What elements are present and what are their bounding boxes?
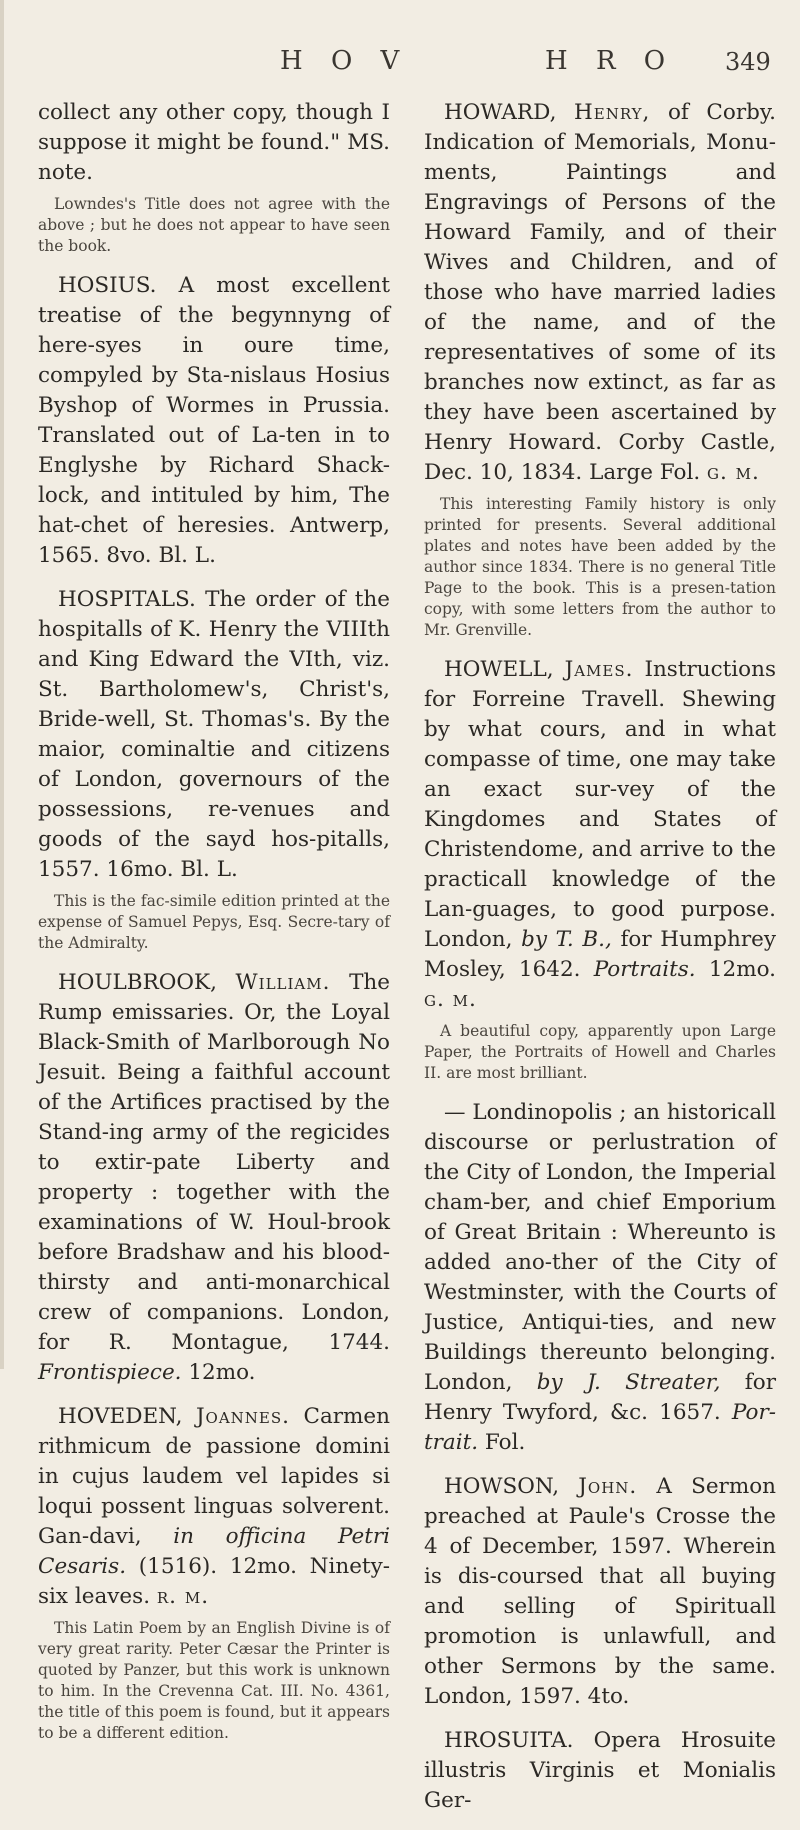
entry-houlbrook	[38, 968, 390, 1388]
entry-description: A Sermon preached at Paule's Crosse the 4 of December, 1597. Wherein is dis-coursed that all buying and selling of Spirituall promotion is unlawfull, and other Sermons by the same. London, 1597. 4to.	[424, 1474, 776, 1709]
page-number: 349	[725, 48, 771, 76]
entry-headword: HOVEDEN,	[58, 1404, 183, 1429]
entry-text	[38, 1402, 390, 1612]
entry-initials: g. m.	[424, 987, 477, 1012]
entry-headword: HOULBROOK,	[58, 970, 217, 995]
entry-text	[38, 968, 390, 1388]
entry-initials: g. m.	[707, 460, 760, 485]
entry-italic: Portraits.	[593, 957, 696, 982]
entry-initials: r. m.	[156, 1584, 210, 1609]
entry-note: This is the fac-simile edition printed at the expense of Samuel Pepys, Esq. Secre-tary of the Admiralty.	[38, 892, 390, 952]
entry-headword: HOSPITALS.	[58, 587, 196, 612]
entry-text	[424, 1472, 776, 1712]
entry-continuation	[38, 98, 390, 257]
entry-format: Fol.	[478, 1430, 526, 1455]
entry-forename: John.	[578, 1474, 638, 1499]
entry-italic: in officina Petri Cesaris.	[38, 1524, 390, 1579]
entry-howard	[424, 98, 776, 641]
entry-forename: James.	[564, 657, 634, 682]
entry-description: Carmen rithmicum de passione domini in cujus laudem vel lapides si loqui possent linguas solverent. Gan-davi,	[38, 1404, 390, 1549]
entry-forename: Joannes.	[195, 1404, 290, 1429]
entry-headword: HOWARD,	[444, 100, 557, 125]
entry-text	[38, 271, 390, 571]
entry-text	[424, 98, 776, 488]
entry-note: This Latin Poem by an English Divine is of very great rarity. Peter Cæsar the Printer is quoted by Panzer, but this work is unknown to him. In the Crevenna Cat. III. No. 4361, the title of this poem is found, but it appears to be a different edition.	[38, 1619, 390, 1742]
entry-headword: HROSUITA.	[444, 1728, 574, 1753]
entry-description: A most excellent treatise of the begynnyng of here-syes in oure time, compyled by Sta-nislaus Hosius Byshop of Wormes in Prussia. Translated out of La-ten in to Englyshe by Richard Shack-lock, and intituled by him, The hat-chet of heresies. Antwerp, 1565. 8vo. Bl. L.	[38, 273, 390, 568]
entry-format: 12mo.	[181, 1360, 256, 1385]
entry-howell	[424, 655, 776, 1084]
entry-italic: Por-trait.	[424, 1400, 776, 1455]
page-edge	[0, 0, 4, 1369]
entry-italic: by J. Streater,	[536, 1370, 721, 1395]
entry-hospitals	[38, 585, 390, 954]
entry-text	[424, 1726, 776, 1816]
header-right-catchword: H R O	[545, 46, 676, 76]
entry-italic: by T. B.,	[521, 927, 612, 952]
entry-note: A beautiful copy, apparently upon Large Paper, the Portraits of Howell and Charles II. are most brilliant.	[424, 1022, 776, 1082]
entry-hoveden	[38, 1402, 390, 1744]
entry-format: (1516). 12mo. Ninety-six leaves.	[38, 1554, 390, 1609]
entry-note: Lowndes's Title does not agree with the above ; but he does not appear to have seen the book.	[38, 195, 390, 255]
entry-description: The order of the hospitalls of K. Henry the VIIIth and King Edward the VIth, viz. St. Bartholomew's, Christ's, Bride-well, St. Thomas's. By the maior, cominaltie and citizens of London, governours of the possessions, re-venues and goods of the sayd hos-pitalls, 1557. 16mo. Bl. L.	[38, 587, 390, 882]
entry-description: — Londinopolis ; an historicall discourse or perlustration of the City of London, the Imperial cham-ber, and chief Emporium of Great Britain : Whereunto is added ano-ther of the City of Westminster, with the Courts of Justice, Antiqui-ties, and new Buildings thereunto belonging. London,	[424, 1100, 776, 1395]
entry-text	[424, 655, 776, 1015]
entry-description: Instructions for Forreine Travell. Shewing by what cours, and in what compasse of time, one may take an exact sur-vey of the Kingdomes and States of Christendome, and arrive to the practicall knowledge of the Lan-guages, to good purpose. London,	[424, 657, 776, 952]
entry-headword: HOSIUS.	[58, 273, 157, 298]
entry-text	[38, 585, 390, 885]
entry-format: 12mo.	[695, 957, 777, 982]
header-left-catchword: H O V	[280, 46, 410, 76]
entry-headword: HOWSON,	[444, 1474, 560, 1499]
entry-description: Opera Hrosuite illustris Virginis et Monialis Ger-	[424, 1728, 776, 1813]
entry-forename: William.	[235, 970, 331, 995]
right-column	[424, 98, 776, 1830]
entry-note: This interesting Family history is only printed for presents. Several additional plates and notes have been added by the author since 1834. There is no general Title Page to the book. This is a presen-tation copy, with some letters from the author to Mr. Grenville.	[424, 495, 776, 639]
running-header	[0, 46, 800, 86]
entry-hosius	[38, 271, 390, 571]
entry-description: The Rump emissaries. Or, the Loyal Black-Smith of Marlborough No Jesuit. Being a faithful account of the Artifices practised by the Stand-ing army of the regicides to extir-pate Liberty and property : together with the examinations of W. Houl-brook before Bradshaw and his blood-thirsty and anti-monarchical crew of companions. London, for R. Montague, 1744.	[38, 970, 390, 1355]
entry-londinopolis	[424, 1098, 776, 1458]
entry-headword: HOWELL,	[444, 657, 554, 682]
entry-text	[424, 1098, 776, 1458]
entry-hrosuita	[424, 1726, 776, 1816]
entry-italic: Frontispiece.	[38, 1360, 182, 1385]
left-column	[38, 98, 390, 1758]
entry-imprint: for Humphrey Mosley, 1642.	[424, 927, 777, 982]
entry-howson	[424, 1472, 776, 1712]
entry-forename: Henry,	[574, 100, 651, 125]
entry-text: collect any other copy, though I suppose it might be found." MS. note.	[38, 100, 390, 185]
entry-description: of Corby. Indication of Memorials, Monu-ments, Paintings and Engravings of Persons of the Howard Family, and of their Wives and Children, and of those who have married ladies of the name, and of the representatives of some of its branches now extinct, as far as they have been ascertained by Henry Howard. Corby Castle, Dec. 10, 1834. Large Fol.	[424, 100, 776, 485]
entry-imprint: for Henry Twyford, &c. 1657.	[424, 1370, 776, 1425]
